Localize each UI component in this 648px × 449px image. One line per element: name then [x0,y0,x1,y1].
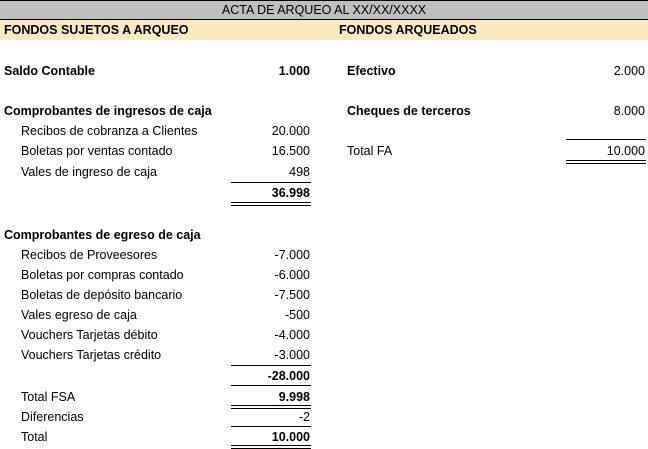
egreso-item-label: Vales egreso de caja [21,308,137,322]
ingreso-item-label: Vales de ingreso de caja [21,165,157,179]
saldo-contable-value: 1.000 [278,64,310,78]
total-value: 10.000 [271,430,310,444]
sheet-title: ACTA DE ARQUEO AL XX/XX/XXXX [0,0,648,20]
ingresos-sum-rule [231,182,311,183]
total-fa-label: Total FA [347,144,393,158]
egreso-item-label: Boletas de depósito bancario [21,288,183,302]
egresos-sum-rule [231,365,311,366]
ingreso-item-label: Boletas por ventas contado [21,144,173,158]
saldo-contable-label: Saldo Contable [4,64,95,78]
total-fa-double-rule [566,160,646,164]
cheques-value: 8.000 [613,104,645,118]
ingresos-double-rule [231,202,311,206]
egreso-item-value: -7.500 [274,288,310,302]
total-label: Total [21,430,48,444]
efectivo-value: 2.000 [613,64,645,78]
ingresos-heading: Comprobantes de ingresos de caja [4,104,212,118]
egreso-item-value: -7.000 [274,248,310,262]
egreso-item-label: Recibos de Proveesores [21,248,158,262]
ingreso-item-value: 16.500 [271,144,310,158]
section-header-bar [0,20,648,40]
egreso-item-label: Vouchers Tarjetas débito [21,328,158,342]
egreso-item-value: -500 [284,308,310,322]
ingreso-item-value: 498 [289,165,310,179]
left-section-header: FONDOS SUJETOS A ARQUEO [4,23,189,37]
diferencias-label: Diferencias [21,410,84,424]
egresos-heading: Comprobantes de egreso de caja [4,228,201,242]
right-section-header: FONDOS ARQUEADOS [339,23,477,37]
total-fsa-label: Total FSA [21,390,76,404]
egresos-subtotal: -28.000 [267,369,310,383]
egreso-item-value: -4.000 [274,328,310,342]
cheques-label: Cheques de terceros [347,104,471,118]
diferencias-value: -2 [298,410,310,424]
ingresos-subtotal: 36.998 [271,186,310,200]
egreso-item-label: Boletas por compras contado [21,268,184,282]
ingreso-item-value: 20.000 [271,124,310,138]
egreso-item-value: -6.000 [274,268,310,282]
egreso-item-label: Vouchers Tarjetas crédito [21,348,162,362]
egresos-bottom-rule [231,385,311,386]
egreso-item-value: -3.000 [274,348,310,362]
total-fa-top-rule [566,139,646,140]
diferencias-rule [231,426,311,427]
total-fsa-value: 9.998 [278,390,310,404]
efectivo-label: Efectivo [347,64,396,78]
ingreso-item-label: Recibos de cobranza a Clientes [21,124,198,138]
total-fa-value: 10.000 [606,144,645,158]
total-double-rule [231,445,311,449]
